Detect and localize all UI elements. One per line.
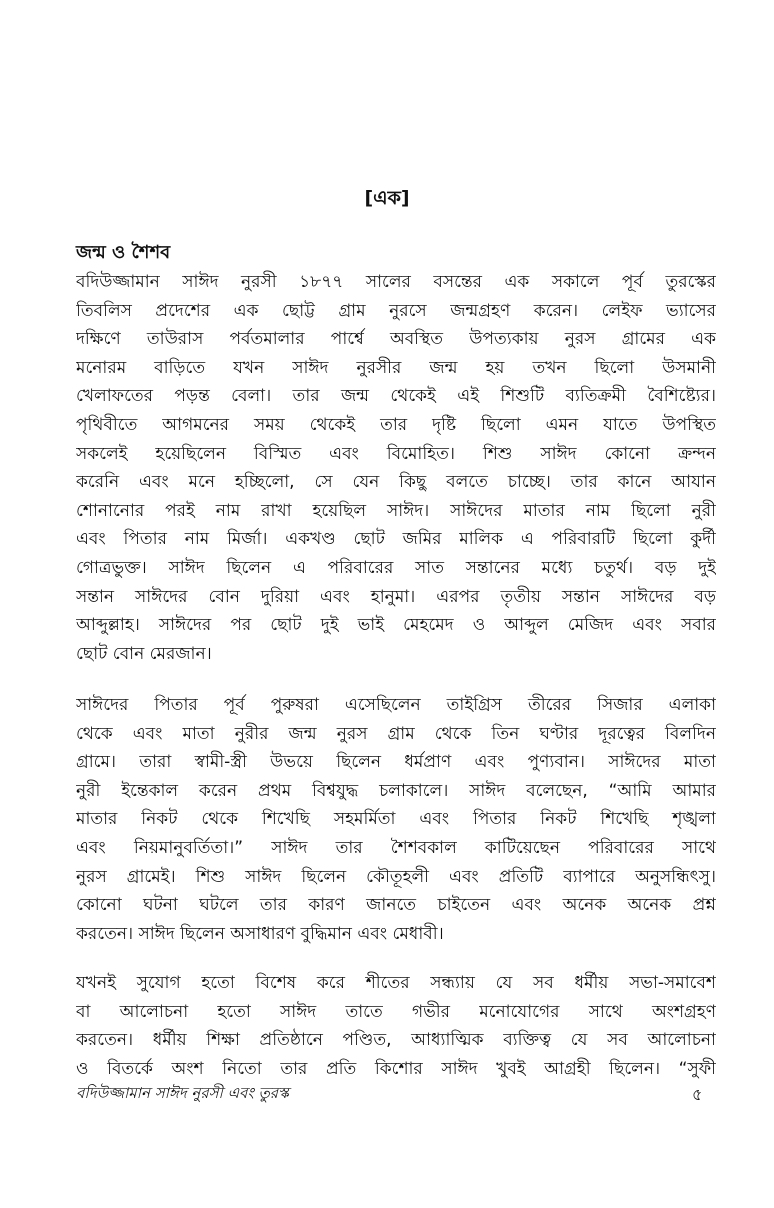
text-line: মাতার নিকট থেকে শিখেছি সহমর্মিতা এবং পিতার নিকট শিখেছি শৃঙ্খলা bbox=[76, 809, 716, 830]
text-line: তিবলিস প্রদেশের এক ছোট্ট গ্রাম নুরসে জন্মগ্রহণ করেন। লেইফ ভ্যাসের bbox=[76, 300, 716, 321]
text-line: ছোট বোন মেরজান। bbox=[76, 643, 212, 664]
text-line: এবং পিতার নাম মির্জা। একখণ্ড ছোট জমির মালিক এ পরিবারটি ছিলো কুর্দী bbox=[76, 529, 716, 550]
text-line: সাঈদের পিতার পূর্ব পুরুষরা এসেছিলেন তাইগ্রিস তীরের সিজার এলাকা bbox=[76, 695, 716, 715]
footer-book-title: বদিউজ্জামান সাঈদ নুরসী এবং তুরস্ক bbox=[76, 1084, 289, 1102]
text-line: নুরস গ্রামেই। শিশু সাঈদ ছিলেন কৌতূহলী এবং প্রতিটি ব্যাপারে অনুসন্ধিৎসু। bbox=[76, 866, 716, 887]
text-line: খেলাফতের পড়ন্ত বেলা। তার জন্ম থেকেই এই শিশুটি ব্যতিক্রমী বৈশিষ্ট্যের। bbox=[76, 386, 716, 407]
text-line: পৃথিবীতে আগমনের সময় থেকেই তার দৃষ্টি ছিলো এমন যাতে উপস্থিত bbox=[76, 414, 716, 435]
text-line: এবং নিয়মানুবর্তিতা।” সাঈদ তার শৈশবকাল কাটিয়েছেন পরিবারের সাথে bbox=[76, 837, 716, 858]
text-line: সন্তান সাঈদের বোন দুরিয়া এবং হানুমা। এরপর তৃতীয় সন্তান সাঈদের বড় bbox=[76, 586, 716, 607]
text-line: করতেন। সাঈদ ছিলেন অসাধারণ বুদ্ধিমান এবং মেধাবী। bbox=[76, 923, 444, 944]
text-line: বা আলোচনা হতো সাঈদ তাতে গভীর মনোযোগের সাথে অংশগ্রহণ bbox=[76, 1001, 716, 1022]
page-number: ৫ bbox=[692, 1085, 703, 1104]
text-line: দক্ষিণে তাউরাস পর্বতমালার পার্শ্বে অবস্থিত উপত্যকায় নুরস গ্রামের এক bbox=[76, 329, 716, 350]
text-line: যখনই সুযোগ হতো বিশেষ করে শীতের সন্ধ্যায় যে সব ধর্মীয় সভা-সমাবেশ bbox=[76, 973, 716, 993]
text-line: মনোরম বাড়িতে যখন সাঈদ নুরসীর জন্ম হয় তখন ছিলো উসমানী bbox=[76, 357, 716, 378]
paragraph-2 bbox=[76, 691, 716, 948]
text-line: কোনো ঘটনা ঘটলে তার কারণ জানতে চাইতেন এবং অনেক অনেক প্রশ্ন bbox=[76, 895, 716, 916]
text-line: করতেন। ধর্মীয় শিক্ষা প্রতিষ্ঠানে পণ্ডিত, আধ্যাত্মিক ব্যক্তিত্ব যে সব আলোচনা bbox=[76, 1030, 716, 1051]
paragraph-3 bbox=[76, 969, 716, 1083]
text-line: আব্দুল্লাহ। সাঈদের পর ছোট দুই ভাই মেহমেদ ও আব্দুল মেজিদ এবং সবার bbox=[76, 615, 716, 636]
text-line: করেনি এবং মনে হচ্ছিলো, সে যেন কিছু বলতে চাচ্ছে। তার কানে আযান bbox=[76, 472, 716, 493]
chapter-marker: [এক] bbox=[364, 187, 410, 209]
text-line: বদিউজ্জামান সাঈদ নুরসী ১৮৭৭ সালের বসন্তের এক সকালে পূর্ব তুরস্কের bbox=[76, 272, 716, 292]
text-line: গোত্রভুক্ত। সাঈদ ছিলেন এ পরিবারের সাত সন্তানের মধ্যে চতুর্থ। বড় দুই bbox=[76, 557, 716, 578]
text-line: গ্রামে। তারা স্বামী-স্ত্রী উভয়ে ছিলেন ধর্মপ্রাণ এবং পুণ্যবান। সাঈদের মাতা bbox=[76, 752, 716, 773]
text-line: থেকে এবং মাতা নুরীর জন্ম নুরস গ্রাম থেকে তিন ঘণ্টার দূরত্বের বিলদিন bbox=[76, 723, 716, 744]
text-line: নুরী ইন্তেকাল করেন প্রথম বিশ্বযুদ্ধ চলাকালে। সাঈদ বলেছেন, “আমি আমার bbox=[76, 780, 716, 801]
paragraph-1 bbox=[76, 268, 716, 668]
text-line: ও বিতর্কে অংশ নিতো তার প্রতি কিশোর সাঈদ খুবই আগ্রহী ছিলেন। “সুফী bbox=[76, 1058, 716, 1079]
text-line: শোনানোর পরই নাম রাখা হয়েছিল সাঈদ। সাঈদের মাতার নাম ছিলো নুরী bbox=[76, 500, 716, 521]
text-line: সকলেই হয়েছিলেন বিস্মিত এবং বিমোহিত। শিশু সাঈদ কোনো ক্রন্দন bbox=[76, 443, 716, 464]
section-heading: জন্ম ও শৈশব bbox=[76, 242, 171, 263]
